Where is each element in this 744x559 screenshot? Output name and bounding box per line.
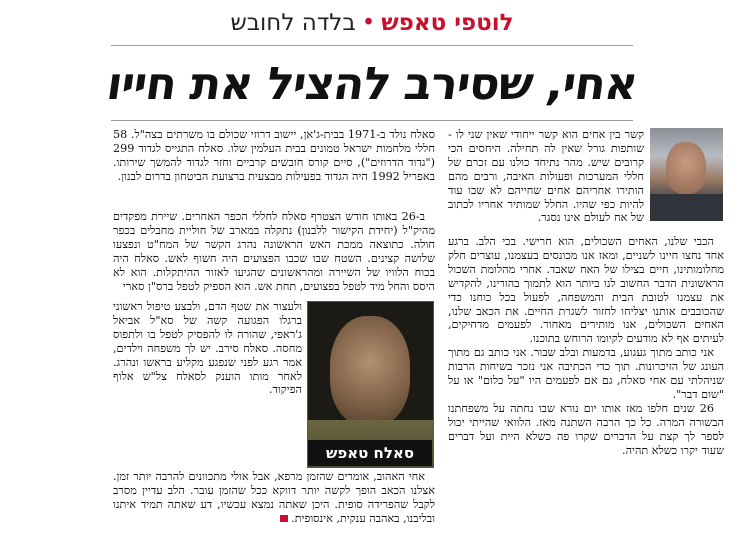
- paragraph: הכבי שלנו, האחים השכולים, הוא חרישי. בכי הלב. ברגע אחד נחצו חיינו לשניים, ומאז אנו מכונסים בעצמנו, עוצרים חלק מחלומותינו, חיים בצילו של האח שאבד. אחרי מהלומת השכול הראשונית הדבר החשוב לנו ביותר הוא לתמוך בהורינו, להקדיש את עצמנו לטובת הבית והמשפחה, לפעול בכל כוחנו כדי שהכובבים אותנו יצליחו לחזור לשגרת החיים. את הכאב שלנו, האחים השכולים, אנו מותירים מאחור. לפעמים מדחיקים, לעיתים אף לא מודעים לקיומו הרוחש בתוכנו.: [448, 235, 724, 346]
- paragraph: [113, 470, 435, 526]
- soldier-face: [330, 316, 410, 426]
- paragraph: אני כותב מתוך געגוע, בדמעות ובלב שבור. אני כותב גם מתוך העונג של הזיכרונות. תוך כדי הכתיבה אני נזכר בשיחות הרבות שניהלתי עם אחי סאלח, גם אם לפעמים היו "על כלום" או על "שום דבר".: [448, 346, 724, 401]
- kicker-subtitle: בלדה לחובש: [230, 10, 356, 36]
- author-shirt: [650, 194, 723, 221]
- kicker: [0, 8, 744, 38]
- left-column-top: [113, 128, 435, 184]
- paragraph: קשר בין אחים הוא קשר ייחודי שאין שני לו - שותפות גורל שאין לה תחילה. היחסים הכי קרובים שיש. מהר נתיחד כולנו עם זכרם של חללי המערכות ופעולות האיבה, ורבים מהם הותירו אחריהם אחים שחייהם לא שבו עוד להיות כפי שהיו. החלל שמותיר אחריו לכתוב של אח לעולם אינו נסגר.: [448, 128, 644, 225]
- kicker-author: לוטפי טאפש: [381, 10, 514, 36]
- closing-paragraph: אחי האהוב, אומרים שהזמן מרפא, אבל אולי מתכוונים להרבה יותר זמן. אצלנו הכאב הופך לקשה יותר דווקא ככל שהזמן עובר. הלב עדיין מסרב לקבל שהפרידה סופית. היכן שאתה נמצא עכשיו, דע שאתה תמיד איתנו ובליבנו, באהבה ענקית, אינסופית.: [113, 470, 435, 525]
- right-column-top: [448, 128, 644, 225]
- author-face: [666, 142, 706, 194]
- left-column-mid: [113, 210, 435, 300]
- left-column-bottom: [113, 470, 435, 526]
- author-photo: [650, 128, 723, 221]
- paragraph-start: ב-26 באותו חודש הצטרף סאלח לחללי הכפר האחרים. שיירת מפקדים מהיק"ל (יחידת הקישור ללבנון) נתקלה במארב של חוליית מחבלים בכפר חולה. כתוצאה ממכת האש הראשונה נהרג הקשר של המח"ט ונפצעו שלושה קצינים. השטח שבו שכבו הפצועים היה חשוף לאש. סאלח היה בכוח הלוויו של השיירה ומהראשונים שהגיעו לאזור ההיתקלות. הוא לא היסס והחל מיד לטפל בפצועים, תחת אש. הוא הספיק לטפל ברס"ן סארי: [113, 210, 435, 293]
- right-column-bottom: [448, 235, 724, 458]
- photo-caption: סאלח טאפש: [308, 440, 432, 466]
- paragraph: 26 שנים חלפו מאז אותו יום נורא שבו נחתה על משפחתנו הבשורה המרה. כל כך הרבה השתנה מאז. הלוואי שהייתי יכול לספר לך קצת על הדברים שקרו פה כשלא היית ועל דברים שעוד יקרו כשלא תהיה.: [448, 401, 724, 457]
- end-mark-icon: [280, 515, 288, 522]
- top-divider: [111, 45, 633, 46]
- headline-divider: [111, 120, 633, 121]
- headline: אחי, שסירב להציל את חייו: [103, 57, 641, 110]
- paragraph: סאלח נולד ב-1971 בבית-ג'אן, יישוב דרוזי שכולם בו משרתים בצה"ל. 58 חללי מלחמות ישראל טמונים בבית העלמין שלו. סאלח התגייס לגדוד 299 ("גדוד הדרוזים"), סיים קורס חובשים קרביים וחזר לגדוד להמשך שירותו. באפריל 1992 היה הגדוד בפעילות מבצעית ברצועת הביטחון בדרום לבנון.: [113, 128, 435, 183]
- paragraph-cont: ולעצור את שטף הדם, ולבצע טיפול ראשוני ברגלו הפגועה קשה של סא"ל אביאל ג'ראפי, שהורה לו להפסיק לטפל בו ולתפוס מחסה. סאלח סירב. יש לך משפחה וילדים, אמר רגע לפני שנפגע מקליע בראשו ונהרג. לאחר מותו הוענק לסאלח צל"ש אלוף הפיקוד.: [113, 300, 302, 397]
- kicker-bullet: •: [361, 10, 376, 36]
